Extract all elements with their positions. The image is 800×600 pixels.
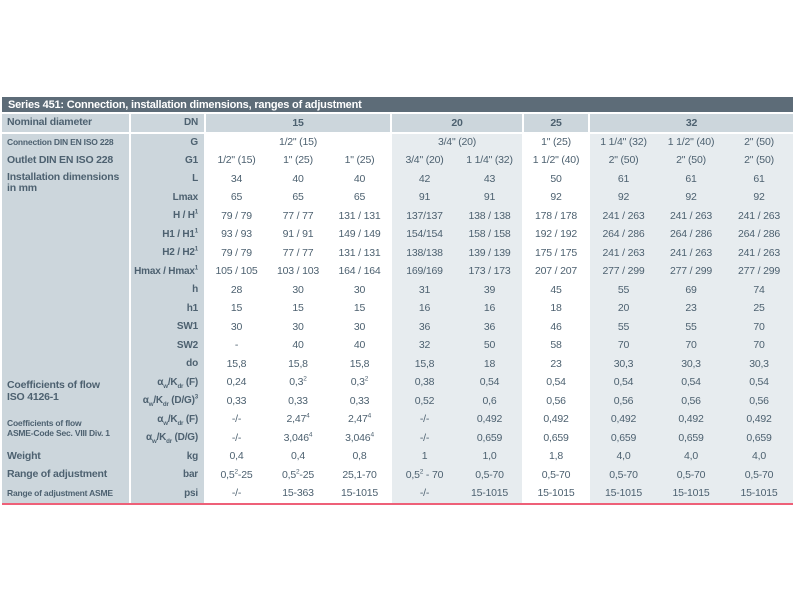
value-cell: 15-1015 xyxy=(340,487,379,500)
value-cell: 23 xyxy=(657,299,725,318)
value-cell: 1 1/4" (32) xyxy=(457,151,523,170)
value-cell: 77 / 77 xyxy=(282,209,314,222)
value-cell: 40 xyxy=(292,172,304,185)
row-label: Coefficients of flow ISO 4126-1 xyxy=(2,373,130,410)
value-cell: 164 / 164 xyxy=(338,265,381,278)
value-cell: 0,54 xyxy=(457,373,523,392)
value-cell: 0,33 xyxy=(349,394,370,407)
value-cell: 61 xyxy=(725,170,793,189)
value-cell: 3,046$^4$ xyxy=(283,431,313,444)
value-cell: 173 / 173 xyxy=(457,262,523,281)
value-cell: 0,5-70 xyxy=(657,466,725,485)
unit-label: psi xyxy=(130,484,205,503)
value-cell: 30 xyxy=(353,283,366,296)
value-cell: 0,659 xyxy=(589,429,657,448)
value-cell: 20 xyxy=(589,299,657,318)
value-cell: 0,38 xyxy=(391,373,457,392)
value-cell: 1 1/2" (40) xyxy=(523,151,589,170)
value-cell: 91 / 91 xyxy=(282,228,314,241)
value-cell: 241 / 263 xyxy=(725,244,793,263)
value-cell: 0,56 xyxy=(589,392,657,411)
value-cell: 175 / 175 xyxy=(523,244,589,263)
table-row xyxy=(2,484,793,503)
unit-label: h1 xyxy=(130,299,205,318)
value-cell: 30 xyxy=(230,320,243,333)
value-cell: 30 xyxy=(292,320,304,333)
value-cell: 0,492 xyxy=(457,410,523,429)
datasheet xyxy=(2,97,793,505)
value-cell: 77 / 77 xyxy=(282,246,314,259)
dn-group-header: 20 xyxy=(391,114,523,133)
value-cell: 79 / 79 xyxy=(221,209,252,222)
value-cell: 0,33 xyxy=(226,394,247,407)
value-cell: 65 xyxy=(353,191,366,204)
value-cell: 28 xyxy=(230,283,243,296)
value-cell: 40 xyxy=(292,339,304,352)
value-cell: 241 / 263 xyxy=(657,244,725,263)
value-cell: 138 / 138 xyxy=(457,207,523,226)
unit-label: kg xyxy=(130,447,205,466)
value-cell: 0,659 xyxy=(457,429,523,448)
value-cell: 0,6 xyxy=(457,392,523,411)
value-cell: 1/2" (15) xyxy=(278,136,318,149)
value-cell: 0,5-70 xyxy=(523,466,589,485)
unit-label: $\alpha_w/K_{dr}$ (F) xyxy=(130,410,205,429)
table-row xyxy=(2,170,793,189)
value-cell: 0,52 xyxy=(391,392,457,411)
value-cell: 0,492 xyxy=(589,410,657,429)
unit-label: L xyxy=(130,170,205,189)
value-cell: 15-1015 xyxy=(657,484,725,503)
unit-label: $H1 / H1^1$ xyxy=(130,225,205,244)
value-cell: 241 / 263 xyxy=(589,207,657,226)
unit-label: do xyxy=(130,355,205,374)
value-cell: 241 / 263 xyxy=(725,207,793,226)
value-cell: 15 xyxy=(230,302,243,315)
value-cell: 65 xyxy=(292,191,304,204)
value-cell: 70 xyxy=(725,318,793,337)
value-cell: 4,0 xyxy=(725,447,793,466)
value-cell: 43 xyxy=(457,170,523,189)
value-cell: 15-1015 xyxy=(725,484,793,503)
value-cell: 0,56 xyxy=(523,392,589,411)
value-cell: $0,5^2-25$ xyxy=(220,468,253,481)
row-label: Installation dimensions in mm xyxy=(2,170,130,374)
row-label: Weight xyxy=(2,447,130,466)
value-cell: 55 xyxy=(589,318,657,337)
value-cell: 1" (25) xyxy=(344,154,375,167)
value-cell: 18 xyxy=(457,355,523,374)
value-cell: 178 / 178 xyxy=(523,207,589,226)
value-cell: 0,33 xyxy=(288,394,308,407)
unit-label: h xyxy=(130,281,205,300)
unit-label: DN xyxy=(130,114,205,133)
value-cell: 131 / 131 xyxy=(338,246,381,259)
unit-label: bar xyxy=(130,466,205,485)
table-row xyxy=(2,151,793,170)
value-cell: 137/137 xyxy=(391,207,457,226)
value-cell: 0,5-70 xyxy=(725,466,793,485)
value-cell: 40 xyxy=(353,172,366,185)
row-label: Range of adjustment ASME xyxy=(2,484,130,503)
value-cell: -/- xyxy=(391,429,457,448)
value-cell: 55 xyxy=(657,318,725,337)
value-cell: 139 / 139 xyxy=(457,244,523,263)
value-cell: 2" (50) xyxy=(589,151,657,170)
value-cell: 15-363 xyxy=(282,487,314,500)
value-cell: 0,492 xyxy=(725,410,793,429)
value-cell: 15,8 xyxy=(226,357,247,370)
spec-table xyxy=(2,114,793,503)
unit-label: SW1 xyxy=(130,318,205,337)
unit-label: $H2 / H2^1$ xyxy=(130,244,205,263)
value-cell: 92 xyxy=(523,188,589,207)
value-cell: 32 xyxy=(391,336,457,355)
value-cell: 0,492 xyxy=(523,410,589,429)
value-cell: 0,54 xyxy=(523,373,589,392)
value-cell: 50 xyxy=(457,336,523,355)
value-cell: 1 1/2" (40) xyxy=(657,133,725,152)
value-cell: 0,54 xyxy=(589,373,657,392)
dn-group-header: 15 xyxy=(205,114,391,133)
value-cell: -/- xyxy=(231,413,242,426)
value-cell: 241 / 263 xyxy=(589,244,657,263)
value-cell: 30 xyxy=(292,283,304,296)
value-cell: 158 / 158 xyxy=(457,225,523,244)
nominal-diameter-row xyxy=(2,114,793,133)
value-cell: 69 xyxy=(657,281,725,300)
value-cell: 154/154 xyxy=(391,225,457,244)
value-cell: 25,1-70 xyxy=(342,468,377,481)
value-cell: 4,0 xyxy=(589,447,657,466)
value-cell: 15,8 xyxy=(349,357,370,370)
value-cell: 92 xyxy=(657,188,725,207)
value-cell: 30,3 xyxy=(725,355,793,374)
value-cell: 0,8 xyxy=(352,450,367,463)
value-cell: 91 xyxy=(457,188,523,207)
value-cell: 1" (25) xyxy=(283,154,313,167)
value-cell: 42 xyxy=(391,170,457,189)
row-label: Nominal diameter xyxy=(2,114,130,133)
value-cell: -/- xyxy=(231,431,242,444)
value-cell: 0,5-70 xyxy=(589,466,657,485)
value-cell: 93 / 93 xyxy=(221,228,252,241)
value-cell: 30,3 xyxy=(589,355,657,374)
value-cell: 3,046$^4$ xyxy=(345,431,374,444)
value-cell: 169/169 xyxy=(391,262,457,281)
value-cell: 149 / 149 xyxy=(338,228,381,241)
table-row xyxy=(2,466,793,485)
value-cell: 1 1/4" (32) xyxy=(589,133,657,152)
value-cell: 103 / 103 xyxy=(277,265,319,278)
row-label: Outlet DIN EN ISO 228 xyxy=(2,151,130,170)
value-cell: 0,5-70 xyxy=(457,466,523,485)
value-cell: 1,0 xyxy=(457,447,523,466)
value-cell: 1" (25) xyxy=(523,133,589,152)
value-cell: 70 xyxy=(589,336,657,355)
unit-label: Hmax / Hmax$^1$ xyxy=(130,262,205,281)
value-cell: 2" (50) xyxy=(725,151,793,170)
value-cell: 0,4 xyxy=(291,450,305,463)
value-cell: -/- xyxy=(391,484,457,503)
value-cell: 105 / 105 xyxy=(215,265,258,278)
value-cell: 241 / 263 xyxy=(657,207,725,226)
value-cell: 2" (50) xyxy=(657,151,725,170)
value-cell: 2,47$^4$ xyxy=(347,412,372,426)
table-row xyxy=(2,410,793,429)
table-row xyxy=(2,447,793,466)
dn-group-header: 25 xyxy=(523,114,589,133)
value-cell: 30 xyxy=(353,320,366,333)
value-cell: 31 xyxy=(391,281,457,300)
value-cell: 70 xyxy=(657,336,725,355)
value-cell: 15-1015 xyxy=(589,484,657,503)
table-title: Series 451: Connection, installation dimensions, ranges of adjustment xyxy=(8,99,362,111)
row-label: Connection DIN EN ISO 228 xyxy=(2,133,130,152)
value-cell: 1 xyxy=(391,447,457,466)
value-cell: 0,56 xyxy=(725,392,793,411)
value-cell: 34 xyxy=(230,172,243,185)
value-cell: 0,54 xyxy=(725,373,793,392)
value-cell: 15 xyxy=(353,302,366,315)
value-cell: 277 / 299 xyxy=(657,262,725,281)
table-row xyxy=(2,133,793,152)
value-cell: 277 / 299 xyxy=(589,262,657,281)
value-cell: 0,4 xyxy=(229,450,244,463)
value-cell: 15 xyxy=(292,302,304,315)
table-row xyxy=(2,373,793,392)
value-cell: 0,659 xyxy=(725,429,793,448)
value-cell: 0,659 xyxy=(523,429,589,448)
value-cell: 18 xyxy=(523,299,589,318)
value-cell: 264 / 286 xyxy=(589,225,657,244)
value-cell: 264 / 286 xyxy=(657,225,725,244)
unit-label: $\alpha_w/K_{dr}$ (F) xyxy=(130,373,205,392)
value-cell: 70 xyxy=(725,336,793,355)
value-cell: 40 xyxy=(353,339,366,352)
value-cell: 15-1015 xyxy=(457,484,523,503)
value-cell: 91 xyxy=(391,188,457,207)
value-cell: 74 xyxy=(725,281,793,300)
value-cell: -/- xyxy=(391,410,457,429)
value-cell: 3/4" (20) xyxy=(391,151,457,170)
value-cell: 46 xyxy=(523,318,589,337)
value-cell: 50 xyxy=(523,170,589,189)
value-cell: 2,47$^4$ xyxy=(286,412,310,426)
value-cell: 39 xyxy=(457,281,523,300)
unit-label: G1 xyxy=(130,151,205,170)
value-cell: 92 xyxy=(725,188,793,207)
unit-label: $\alpha_w/K_{dr}$ (D/G) xyxy=(130,429,205,448)
value-cell: 61 xyxy=(657,170,725,189)
unit-label: $\alpha_w/K_{dr}$ $(D/G)^3$ xyxy=(130,392,205,411)
value-cell: -/- xyxy=(231,487,242,500)
value-cell: 0,54 xyxy=(657,373,725,392)
value-cell: 15,8 xyxy=(391,355,457,374)
value-cell: 58 xyxy=(523,336,589,355)
value-cell: 30,3 xyxy=(657,355,725,374)
value-cell: 55 xyxy=(589,281,657,300)
row-label: Coefficients of flow ASME-Code Sec. VIII Div. 1 xyxy=(2,410,130,447)
value-cell: 0,56 xyxy=(657,392,725,411)
value-cell: 15-1015 xyxy=(523,484,589,503)
value-cell: 61 xyxy=(589,170,657,189)
value-cell: 0,659 xyxy=(657,429,725,448)
unit-label: H / $H^1$ xyxy=(130,207,205,226)
value-cell: 138/138 xyxy=(391,244,457,263)
value-cell: 15,8 xyxy=(288,357,308,370)
value-cell: 277 / 299 xyxy=(725,262,793,281)
unit-label: SW2 xyxy=(130,336,205,355)
value-cell: $0,5^2-25$ xyxy=(282,468,314,481)
value-cell: $0,3^2$ xyxy=(350,375,369,389)
value-cell: 264 / 286 xyxy=(725,225,793,244)
value-cell: 25 xyxy=(725,299,793,318)
value-cell: 65 xyxy=(230,191,243,204)
unit-label: Lmax xyxy=(130,188,205,207)
value-cell: 36 xyxy=(391,318,457,337)
value-cell: 1/2" (15) xyxy=(217,154,256,167)
table-title-bar xyxy=(2,97,793,114)
value-cell: 1,8 xyxy=(523,447,589,466)
value-cell: 92 xyxy=(589,188,657,207)
value-cell: 45 xyxy=(523,281,589,300)
value-cell: 207 / 207 xyxy=(523,262,589,281)
unit-label: G xyxy=(130,133,205,152)
value-cell: 131 / 131 xyxy=(338,209,381,222)
value-cell: $0,5^2 - 70$ xyxy=(391,466,457,485)
dn-group-header: 32 xyxy=(589,114,793,133)
value-cell: $0,3^2$ xyxy=(289,375,307,389)
value-cell: 0,24 xyxy=(226,376,247,389)
value-cell: 3/4" (20) xyxy=(391,133,523,152)
value-cell: 16 xyxy=(391,299,457,318)
value-cell: 79 / 79 xyxy=(221,246,252,259)
value-cell: 16 xyxy=(457,299,523,318)
row-label: Range of adjustment xyxy=(2,466,130,485)
value-cell: 0,492 xyxy=(657,410,725,429)
value-cell: 2" (50) xyxy=(725,133,793,152)
value-cell: 23 xyxy=(523,355,589,374)
value-cell: 4,0 xyxy=(657,447,725,466)
value-cell: 36 xyxy=(457,318,523,337)
value-cell: - xyxy=(234,339,239,352)
value-cell: 192 / 192 xyxy=(523,225,589,244)
